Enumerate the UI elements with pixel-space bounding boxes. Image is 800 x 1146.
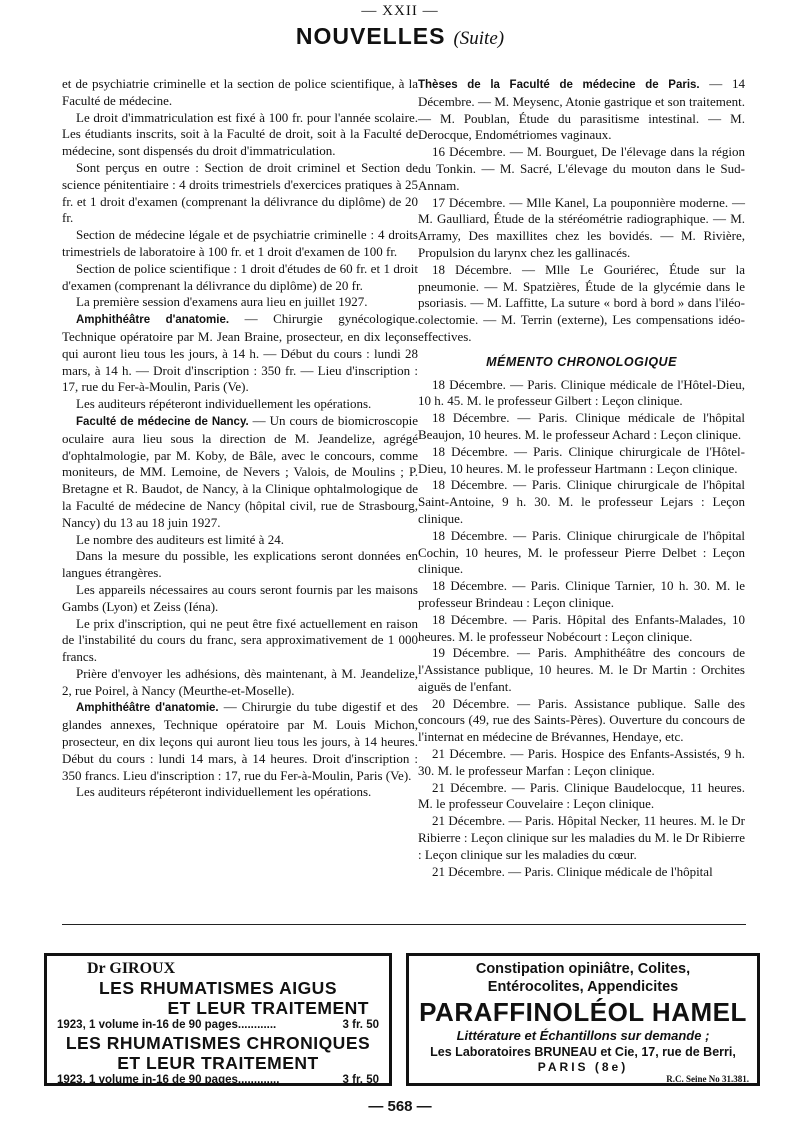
paragraph-text: — Chirurgie gynécologique. Technique opératoire par M. Jean Braine, prosecteur, en dix leçons qui auront lieu tous les jours, à 14 h. — Début du cours : lundi 28 mars, à 14 h. — Droit d'inscription : 350 fr. — Lieu d'inscription : 17, rue du Fer-à-Moulin, Paris (Ve). xyxy=(62,311,419,395)
paragraph xyxy=(62,160,418,227)
title-suffix: (Suite) xyxy=(453,28,505,49)
memento-entry: 21 Décembre. — Paris. Clinique médicale de l'hôpital xyxy=(432,863,713,879)
paragraph-text: Le nombre des auditeurs est limité à 24. xyxy=(76,531,284,547)
ad-registration: R.C. Seine No 31.381. xyxy=(666,1074,749,1084)
ad-book1-details: 1923, 1 volume in-16 de 90 pages............ xyxy=(57,1019,277,1031)
paragraph-text: La première session d'examens aura lieu en juillet 1927. xyxy=(76,294,368,310)
paragraph xyxy=(62,413,418,532)
divider-rule xyxy=(62,924,746,925)
paragraph-text: 17 Décembre. — Mlle Kanel, La pouponnière moderne. — M. Gaulliard, Étude de la stéréométrie radiographique. — M. Arramy, Des maxillites chez les bovidés. — M. Rivière, Propulsion du larynx chez les gallinacés. xyxy=(418,194,745,260)
paragraph xyxy=(62,666,418,700)
paragraph-text: Les auditeurs répéteront individuellement les opérations. xyxy=(76,396,372,412)
paragraph-heading: Amphithéâtre d'anatomie. xyxy=(76,314,230,327)
paragraph xyxy=(62,76,418,110)
paragraph xyxy=(418,76,745,144)
paragraph-heading: Amphithéâtre d'anatomie. xyxy=(76,702,219,715)
memento-entry: 21 Décembre. — Paris. Hospice des Enfants-Assistés, 9 h. 30. M. le professeur Marfan : Leçon clinique. xyxy=(418,746,745,778)
ad-author: Dr GIROUX xyxy=(87,960,176,977)
ad-indication-line2: Entérocolites, Appendicites xyxy=(487,979,679,995)
paragraph-text: Le droit d'immatriculation est fixé à 100 fr. pour l'année scolaire. Les étudiants inscrits, soit à la Faculté de droit, soit à la Faculté de médecine, sont dispensés du droit d'immatriculation. xyxy=(62,109,418,159)
memento-entry: 21 Décembre. — Paris. Hôpital Necker, 11 heures. M. le Dr Ribierre : Leçon clinique sur les maladies du M. le Dr Ribierre : Leçon clinique sur les maladies du cœur. xyxy=(418,813,745,862)
page-number: — 568 — xyxy=(368,1098,432,1115)
left-column xyxy=(62,76,418,801)
paragraph-text: Le prix d'inscription, qui ne peut être fixé actuellement en raison de l'instabilité du cours du franc, sera approximativement de 1 000 francs. xyxy=(62,615,418,665)
memento-entry: 18 Décembre. — Paris. Clinique médicale de l'hôpital Beaujon, 10 heures. M. le professeur Achard : Leçon clinique. xyxy=(418,410,745,442)
paragraph-text: 18 Décembre. — Mlle Le Gouriérec, Étude sur la pneumonie. — M. Spatzières, Étude de la glycémie dans le psoriasis. — M. Laffitte, La suture « bord à bord » dans l'iléo-colectomie. — M. Terrin (externe), Les compensations idéo-effectives. xyxy=(418,261,745,344)
ad-book2-title-line1: LES RHUMATISMES CHRONIQUES xyxy=(65,1033,371,1053)
memento-entry: 20 Décembre. — Paris. Assistance publique. Salle des concours (49, rue des Saints-Pères). Ouverture du concours de l'internat en médecine de Brévannes, Hendaye, etc. xyxy=(418,695,745,745)
paragraph xyxy=(418,144,745,194)
paragraph xyxy=(62,532,418,549)
ad-book2-info xyxy=(57,1073,379,1088)
paragraph xyxy=(62,699,418,784)
roman-page-number: — XXII — xyxy=(361,3,439,19)
memento-entry: 18 Décembre. — Paris. Clinique médicale de l'Hôtel-Dieu, 10 h. 45. M. le professeur Gilbert : Leçon clinique. xyxy=(418,376,745,409)
paragraph xyxy=(62,261,418,295)
memento-entry: 21 Décembre. — Paris. Clinique Baudelocque, 11 heures. M. le professeur Couvelaire : Leçon clinique. xyxy=(418,779,745,812)
paragraph-text: — 14 Décembre. — M. Meysenc, Atonie gastrique et son traitement. — M. Poublan, Étude du parasitisme intestinal. — M. Derocque, Endométriomes vaginaux. xyxy=(418,76,745,143)
paragraph xyxy=(418,195,745,262)
paragraph-text: Prière d'envoyer les adhésions, dès maintenant, à M. Jeandelize, 2, rue Poirel, à Nancy (Meurthe-et-Moselle). xyxy=(62,665,418,698)
paragraph xyxy=(62,784,418,801)
paragraph xyxy=(418,262,745,346)
ad-book2-price: 3 fr. 50 xyxy=(342,1074,379,1086)
paragraph-text: Les appareils nécessaires au cours seront fournis par les maisons Gambs (Lyon) et Zeiss (Iéna). xyxy=(62,581,418,614)
ad-book1-title-line1: LES RHUMATISMES AIGUS xyxy=(98,978,337,998)
ad-book1-price: 3 fr. 50 xyxy=(342,1019,379,1031)
paragraph xyxy=(62,311,418,396)
paragraph-text: Section de médecine légale et de psychiatrie criminelle : 4 droits trimestriels de laboratoire à 100 fr. et 1 droit d'examen de 100 fr. xyxy=(62,227,418,259)
ad-book1-title-line2: ET LEUR TRAITEMENT xyxy=(167,998,369,1018)
ad-book2-title-line2: ET LEUR TRAITEMENT xyxy=(117,1053,319,1073)
paragraph xyxy=(62,110,418,160)
ad-laboratory: Les Laboratoires BRUNEAU et Cie, 17, rue de Berri, xyxy=(430,1045,736,1059)
paragraph-text: — Un cours de biomicroscopie oculaire aura lieu sous la direction de M. Jeandelize, agrégé d'ophtalmologie, par M. Koby, de Bâle, avec le concours, comme moniteurs, de MM. Lemoine, de Nevers ; Valois, de Moulins ; P. Bretagne et R. Baudot, de Nancy, à la Clinique ophtalmologique de la Faculté de médecine de Nancy (hôpital civil, rue de Strasbourg, Nancy) du 13 au 18 juin 1927. xyxy=(62,412,419,530)
title-main: NOUVELLES xyxy=(295,23,446,49)
memento-entry: 18 Décembre. — Paris. Clinique chirurgicale de l'Hôtel-Dieu, 10 heures. M. le professeur Hartmann : Leçon clinique. xyxy=(418,443,745,476)
memento-entry: 19 Décembre. — Paris. Amphithéâtre des concours de l'Assistance publique, 10 heures. M. le Dr Martin : Orchites aiguës de l'enfant. xyxy=(418,645,745,694)
paragraph-heading: Faculté de médecine de Nancy. xyxy=(76,415,249,428)
ad-brand: PARAFFINOLÉOL HAMEL xyxy=(419,997,747,1027)
ad-book2-details: 1923, 1 volume in-16 de 90 pages............. xyxy=(57,1074,280,1086)
paragraph xyxy=(62,548,418,582)
paragraph-text: Dans la mesure du possible, les explications seront données en langues étrangères. xyxy=(62,548,418,581)
paragraph-text: et de psychiatrie criminelle et la section de police scientifique, à la Faculté de médecine. xyxy=(62,76,418,108)
advertisement-giroux xyxy=(44,953,392,1086)
paragraph xyxy=(62,294,418,311)
memento-entry: 18 Décembre. — Paris. Clinique Tarnier, 10 h. 30. M. le professeur Brindeau : Leçon clinique. xyxy=(418,578,745,610)
ad-book1-info xyxy=(57,1018,379,1033)
paragraph xyxy=(62,616,418,666)
memento-entry: 18 Décembre. — Paris. Hôpital des Enfants-Malades, 10 heures. M. le professeur Nobécourt : Leçon clinique. xyxy=(418,611,745,644)
theses-section xyxy=(418,76,745,346)
paragraph-text: Section de police scientifique : 1 droit d'études de 60 fr. et 1 droit d'examen (comprenant la délivrance du diplôme) de 20 fr. xyxy=(62,260,418,293)
paragraph-heading: Thèses de la Faculté de médecine de Paris. xyxy=(418,79,700,91)
paragraph xyxy=(62,582,418,616)
ad-city: PARIS (8e) xyxy=(537,1060,629,1074)
memento-entry: 18 Décembre. — Paris. Clinique chirurgicale de l'hôpital Saint-Antoine, 9 h. 30. M. le professeur Lejars : Leçon clinique. xyxy=(418,477,745,526)
paragraph-text: 16 Décembre. — M. Bourguet, De l'élevage dans la région du Tonkin. — M. Sacré, L'élevage du mouton dans le Sud-Annam. xyxy=(418,144,745,193)
paragraph-text: — Chirurgie du tube digestif et des glandes annexes, Technique opératoire par M. Louis Michon, prosecteur, en dix leçons qui auront lieu tous les jours, à 14 heures. Début du cours : lundi 14 mars, à 14 heures. Droit d'inscription : 350 francs. Lieu d'inscription : 17, rue du Fer-à-Moulin, Paris (Ve). xyxy=(62,699,418,783)
ad-indication-line1: Constipation opiniâtre, Colites, xyxy=(475,961,691,977)
memento-entry: 18 Décembre. — Paris. Clinique chirurgicale de l'hôpital Cochin, 10 heures, M. le professeur Pierre Delbet : Leçon clinique. xyxy=(418,527,745,577)
ad-literature: Littérature et Échantillons sur demande ; xyxy=(456,1028,710,1043)
paragraph-text: Sont perçus en outre : Section de droit criminel et Section de science pénitentiaire : 4 droits trimestriels d'exercices pratiques à 25 fr. et 1 droit d'examen (comprenant la délivrance du diplôme) de 20 fr. xyxy=(62,159,418,226)
right-column xyxy=(418,76,745,880)
memento-heading: MÉMENTO CHRONOLOGIQUE xyxy=(486,354,677,369)
memento-list xyxy=(418,377,745,881)
paragraph-text: Les auditeurs répéteront individuellement les opérations. xyxy=(76,784,372,800)
paragraph xyxy=(62,396,418,413)
section-title xyxy=(0,23,800,50)
advertisement-hamel xyxy=(406,953,760,1086)
paragraph xyxy=(62,227,418,261)
